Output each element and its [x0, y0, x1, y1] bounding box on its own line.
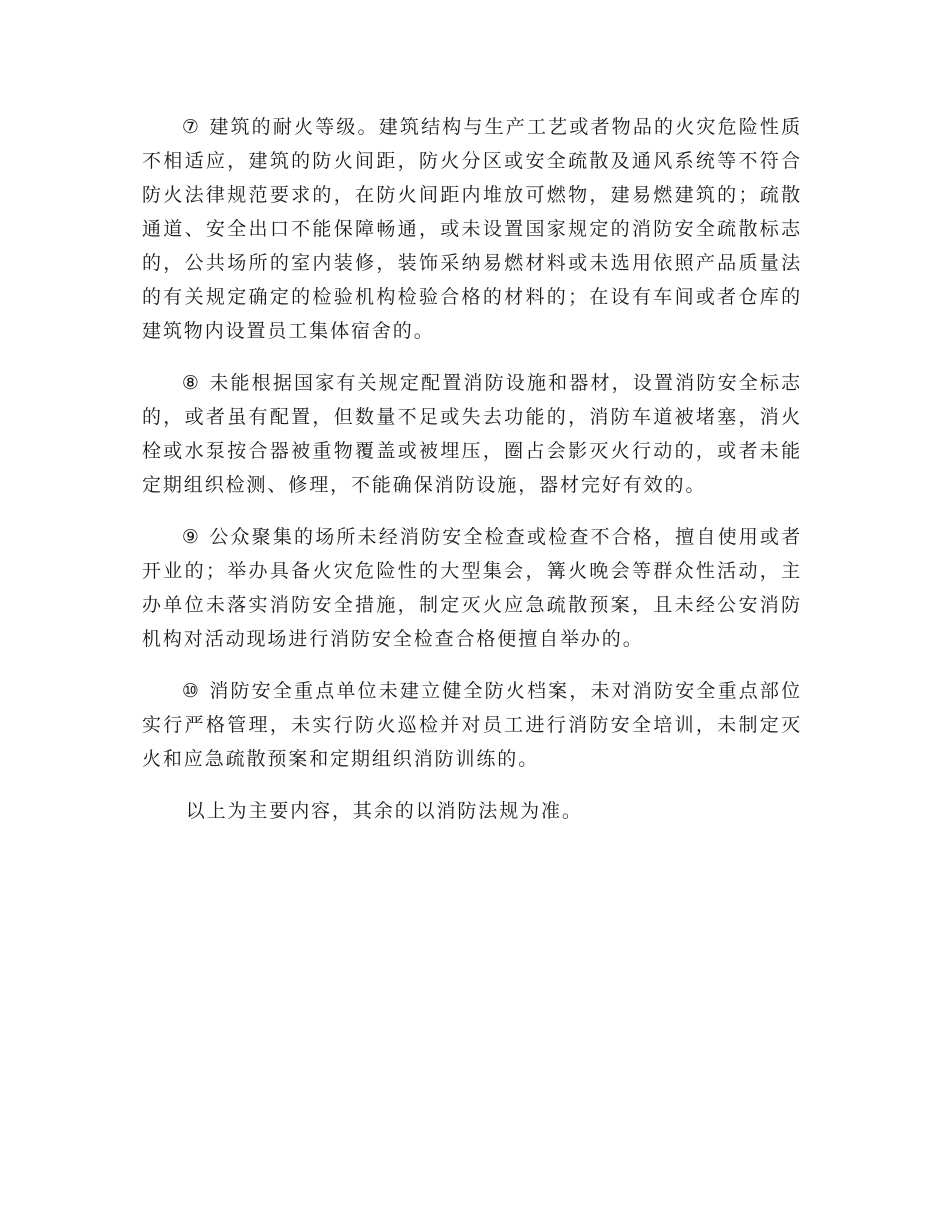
paragraph-item-8: ⑧ 未能根据国家有关规定配置消防设施和器材，设置消防安全标志的，或者虽有配置，但数量不足或失去功能的，消防车道被堵塞，消火栓或水泵按合器被重物覆盖或被埋压，圈占会影灭火行动的，或者未能定期组织检测、修理，不能确保消防设施，器材完好有效的。 [142, 372, 802, 496]
paragraph-item-10: ⑩ 消防安全重点单位未建立健全防火档案，未对消防安全重点部位实行严格管理，未实行防火巡检并对员工进行消防安全培训，未制定灭火和应急疏散预案和定期组织消防训练的。 [142, 680, 802, 770]
paragraph-item-9: ⑨ 公众聚集的场所未经消防安全检查或检查不合格，擅自使用或者开业的；举办具备火灾危险性的大型集会，篝火晚会等群众性活动，主办单位未落实消防安全措施，制定灭火应急疏散预案，且未经公安消防机构对活动现场进行消防安全检查合格便擅自举办的。 [142, 526, 802, 650]
paragraph-item-7: ⑦ 建筑的耐火等级。建筑结构与生产工艺或者物品的火灾危险性质不相适应，建筑的防火间距，防火分区或安全疏散及通风系统等不符合防火法律规范要求的，在防火间距内堆放可燃物，建易燃建筑的；疏散通道、安全出口不能保障畅通，或未设置国家规定的消防安全疏散标志的，公共场所的室内装修，装饰采纳易燃材料或未选用依照产品质量法的有关规定确定的检验机构检验合格的材料的；在设有车间或者仓库的建筑物内设置员工集体宿舍的。 [142, 116, 802, 342]
closing-paragraph: 以上为主要内容，其余的以消防法规为准。 [185, 800, 583, 822]
document-body [142, 110, 802, 846]
